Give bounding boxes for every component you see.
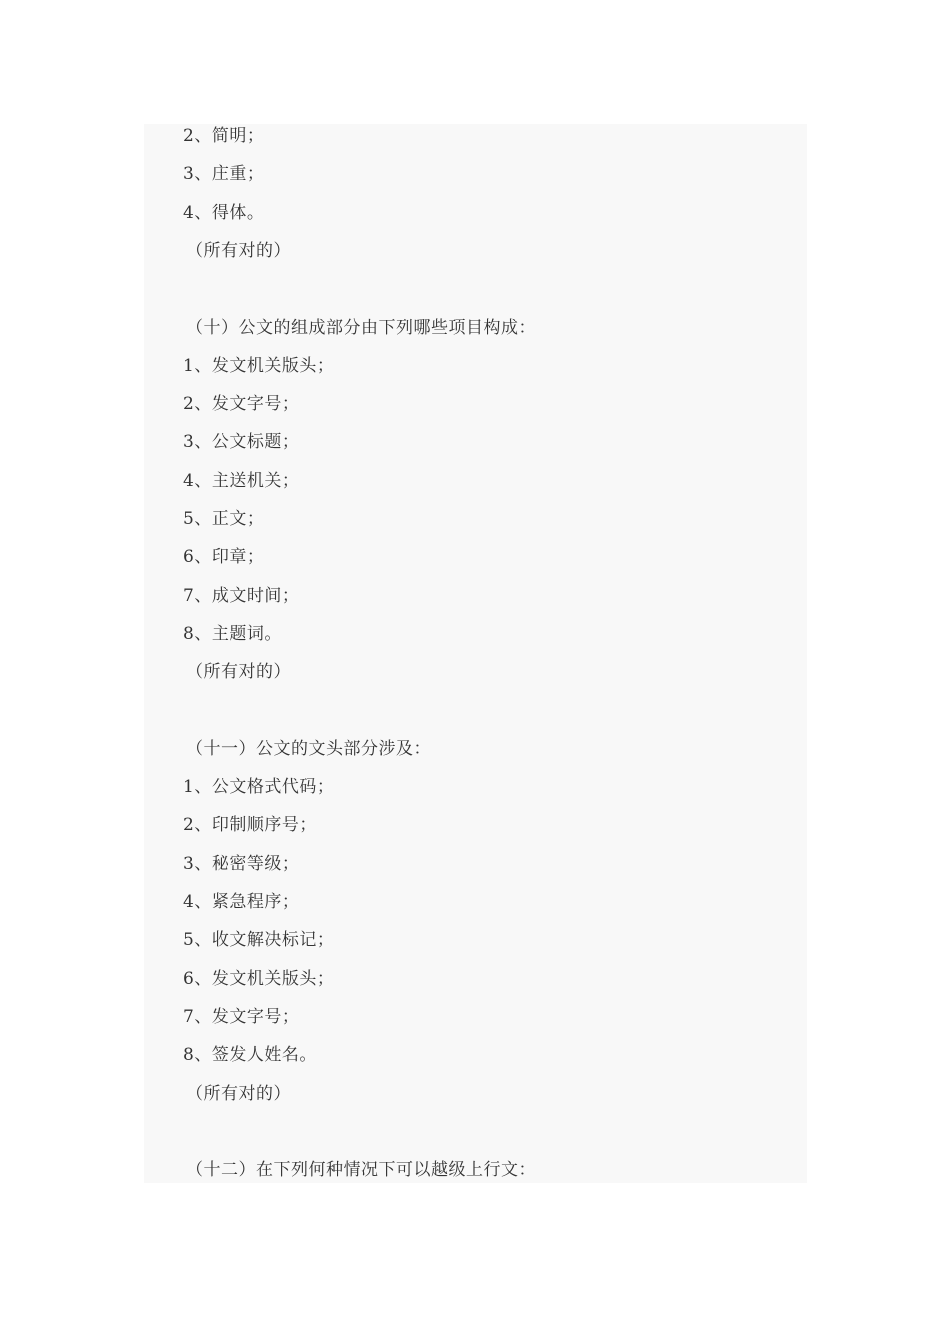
list-item: 7、成文时间； bbox=[183, 586, 300, 606]
list-item: 2、发文字号； bbox=[183, 394, 300, 414]
list-item: 6、印章； bbox=[183, 547, 265, 567]
list-item: 2、简明； bbox=[183, 126, 265, 146]
section-heading: （十一）公文的文头部分涉及： bbox=[186, 739, 431, 759]
list-item: 1、公文格式代码； bbox=[183, 777, 335, 797]
answer-note: （所有对的） bbox=[186, 241, 291, 261]
list-item: 8、签发人姓名。 bbox=[183, 1045, 317, 1065]
list-item: 2、印制顺序号； bbox=[183, 815, 317, 835]
section-heading: （十）公文的组成部分由下列哪些项目构成： bbox=[186, 318, 536, 338]
list-item: 8、主题词。 bbox=[183, 624, 282, 644]
answer-note: （所有对的） bbox=[186, 1084, 291, 1104]
list-item: 4、得体。 bbox=[183, 203, 265, 223]
list-item: 4、主送机关； bbox=[183, 471, 300, 491]
answer-note: （所有对的） bbox=[186, 662, 291, 682]
section-heading: （十二）在下列何种情况下可以越级上行文： bbox=[186, 1160, 536, 1180]
list-item: 7、发文字号； bbox=[183, 1007, 300, 1027]
list-item: 4、紧急程序； bbox=[183, 892, 300, 912]
list-item: 5、正文； bbox=[183, 509, 265, 529]
list-item: 1、发文机关版头； bbox=[183, 356, 335, 376]
list-item: 3、庄重； bbox=[183, 164, 265, 184]
list-item: 6、发文机关版头； bbox=[183, 969, 335, 989]
list-item: 3、秘密等级； bbox=[183, 854, 300, 874]
list-item: 3、公文标题； bbox=[183, 432, 300, 452]
list-item: 5、收文解决标记； bbox=[183, 930, 335, 950]
